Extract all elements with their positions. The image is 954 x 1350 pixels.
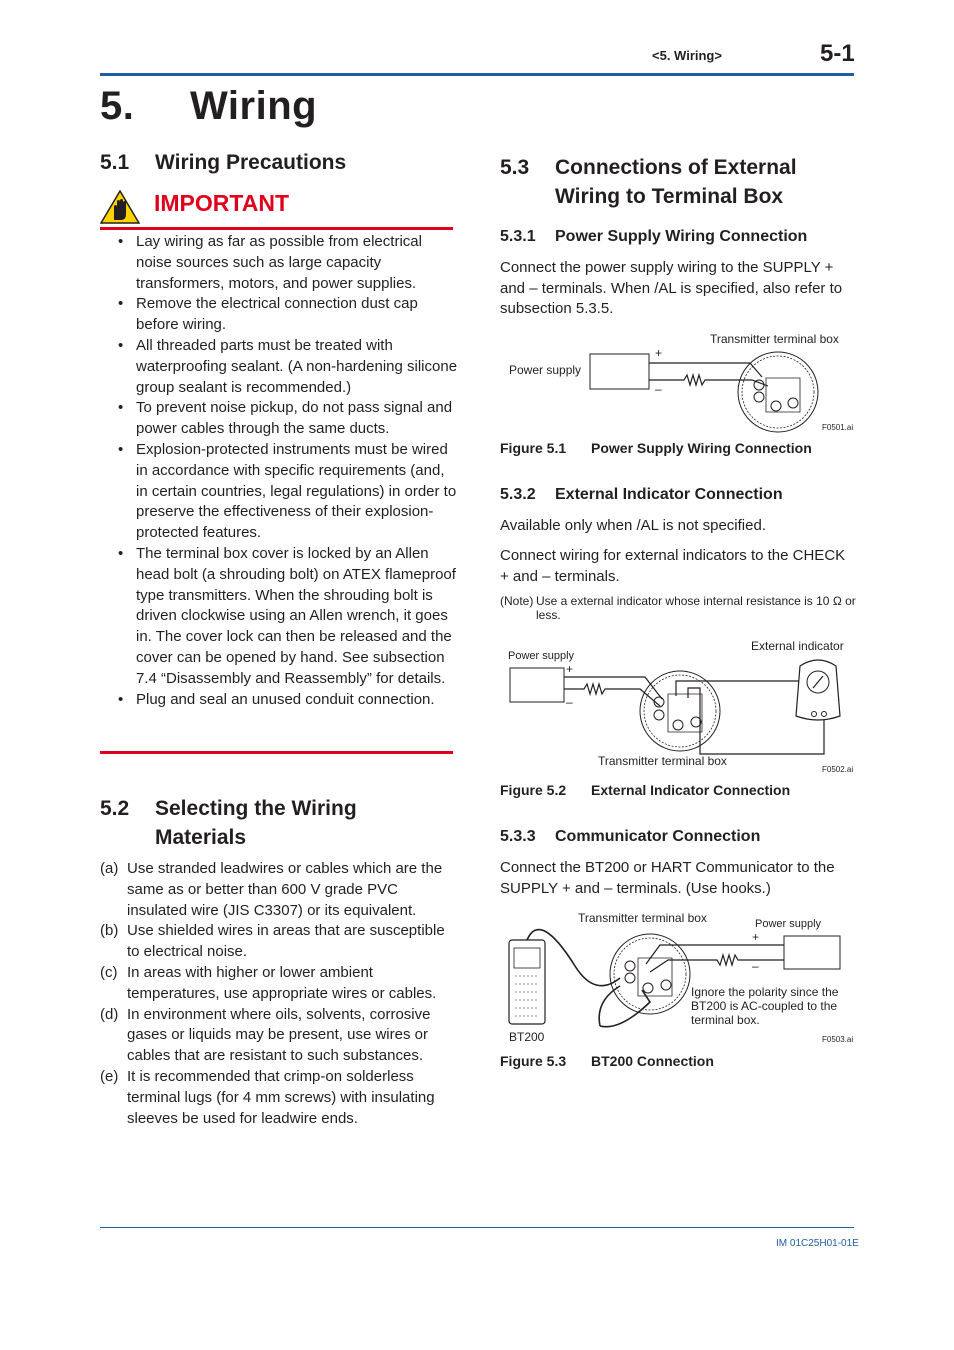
list-item: • All threaded parts must be treated with waterproofing sealant. (A non-hardening silicone group sealant is recommended.)	[118, 336, 458, 396]
footer-rule	[100, 1227, 854, 1228]
precautions-list	[100, 232, 460, 710]
bt200-label: BT200	[509, 1030, 545, 1044]
external-indicator-label: External indicator	[751, 639, 844, 653]
list-item: • The terminal box cover is locked by an Allen head bolt (a shrouding bolt) on ATEX flameproof type transmitters. When the shrouding bolt is driven clockwise using an Allen wrench, it goes in. The cover lock can then be released and the cover can be opened by hand. See subsection 7.4 “Disassembly and Reassembly” for details.	[118, 544, 456, 687]
list-item: (e) It is recommended that crimp-on solderless terminal lugs (for 4 mm screws) with insulating sleeves be used for leadwire ends.	[100, 1067, 435, 1127]
section-number: 5.2	[100, 797, 130, 820]
paragraph: Connect the BT200 or HART Communicator to the SUPPLY + and – terminals. (Use hooks.)	[500, 859, 835, 897]
subsection-5-3-3-heading: 5.3.3 Communicator Connection	[500, 828, 761, 845]
section-5-1-heading	[100, 148, 346, 177]
list-item: (a) Use stranded leadwires or cables which are the same as or better than 600 V grade PVC insulated wire (JIS C3307) or its equivalent.	[100, 860, 443, 919]
paragraph: Connect wiring for external indicators to the CHECK + and – terminals.	[500, 547, 846, 585]
power-supply-label: Power supply	[755, 918, 822, 930]
header-rule	[100, 73, 854, 76]
list-item: • To prevent noise pickup, do not pass signal and power cables through the same ducts.	[118, 399, 453, 438]
paragraph: Available only when /AL is not specified.	[500, 517, 766, 534]
section-number: 5.1	[100, 151, 130, 174]
terminal-box-drawing	[738, 352, 818, 432]
minus-sign: –	[655, 382, 662, 396]
power-supply-label: Power supply	[509, 363, 582, 377]
document-id: IM 01C25H01-01E	[776, 1238, 859, 1249]
list-item: • Lay wiring as far as possible from electrical noise sources such as large capacity transformers, motors, and power supplies.	[118, 233, 422, 292]
section-number: 5.3	[500, 156, 530, 179]
figure-caption: Figure 5.2 External Indicator Connection	[500, 782, 791, 798]
polarity-note-line1: Ignore the polarity since the	[691, 985, 839, 999]
supply-wire-minus	[649, 375, 768, 386]
list-item: • Remove the electrical connection dust cap before wiring.	[118, 295, 418, 334]
power-supply-box	[784, 936, 840, 969]
terminal-box-label: Transmitter terminal box	[578, 911, 707, 925]
terminal-box-drawing	[640, 671, 720, 751]
figure-caption: Figure 5.1 Power Supply Wiring Connection	[500, 440, 812, 456]
terminal-box-label: Transmitter terminal box	[710, 332, 839, 346]
power-supply-label: Power supply	[508, 650, 575, 662]
power-supply-box	[510, 668, 564, 702]
important-label: IMPORTANT	[154, 190, 290, 216]
polarity-note-line3: terminal box.	[691, 1013, 760, 1027]
paragraph: Connect the power supply wiring to the SUPPLY + and – terminals. When /AL is specified, also refer to subsection 5.3.5.	[500, 259, 843, 318]
chapter-number: 5.	[100, 84, 135, 128]
minus-sign: –	[752, 959, 759, 973]
materials-list	[100, 859, 456, 1129]
figure-caption: Figure 5.3 BT200 Connection	[500, 1053, 714, 1069]
chapter-title-text: Wiring	[190, 84, 318, 128]
section-title: Connections of External Wiring to Terminal Box	[555, 156, 797, 208]
figure-5-3	[500, 906, 856, 1048]
chapter-title	[100, 84, 317, 129]
figure-5-2	[500, 636, 856, 776]
wire-minus	[564, 684, 660, 706]
section-title: Wiring Precautions	[155, 151, 347, 174]
minus-sign: –	[566, 695, 573, 709]
hook-cable-3	[599, 986, 620, 1026]
warning-icon	[100, 190, 140, 229]
figure-file-id: F0503.ai	[822, 1035, 854, 1044]
important-top-rule	[100, 227, 453, 230]
external-indicator-drawing	[796, 660, 840, 720]
important-bottom-rule	[100, 751, 453, 754]
terminal-box-label: Transmitter terminal box	[598, 754, 727, 768]
section-5-3-heading	[500, 153, 797, 211]
figure-file-id: F0501.ai	[822, 423, 854, 432]
plus-sign: +	[752, 930, 760, 944]
list-item: (d) In environment where oils, solvents, corrosive gases or liquids may be present, use wires or cables that are resistant to such substances.	[100, 1005, 431, 1065]
page-number: 5-1	[820, 40, 855, 67]
indicator-wire-plus	[676, 681, 814, 714]
section-5-2-heading	[100, 794, 357, 852]
list-item: (c) In areas with higher or lower ambient temperatures, use appropriate wires or cables.	[100, 963, 437, 1002]
subsection-5-3-2-heading: 5.3.2 External Indicator Connection	[500, 486, 783, 503]
figure-file-id: F0502.ai	[822, 765, 854, 774]
bt200-device-drawing	[509, 940, 545, 1024]
section-title: Selecting the Wiring Materials	[155, 797, 357, 849]
polarity-note-line2: BT200 is AC-coupled to the	[691, 999, 838, 1013]
figure-5-1	[500, 330, 856, 434]
wire-minus	[650, 955, 784, 972]
running-header: <5. Wiring>	[652, 48, 722, 63]
list-item: (b) Use shielded wires in areas that are susceptible to electrical noise.	[100, 922, 445, 961]
plus-sign: +	[566, 662, 574, 676]
subsection-5-3-1-heading: 5.3.1 Power Supply Wiring Connection	[500, 228, 808, 245]
power-supply-box	[590, 354, 649, 389]
list-item: • Plug and seal an unused conduit connection.	[118, 690, 435, 708]
plus-sign: +	[655, 346, 663, 360]
note: (Note) Use a external indicator whose internal resistance is 10 Ω or less.	[500, 594, 856, 622]
list-item: • Explosion-protected instruments must be wired in accordance with specific requirements (and, in certain countries, legal regulations) in order to preserve the effectiveness of their explosion-protected features.	[118, 440, 457, 542]
